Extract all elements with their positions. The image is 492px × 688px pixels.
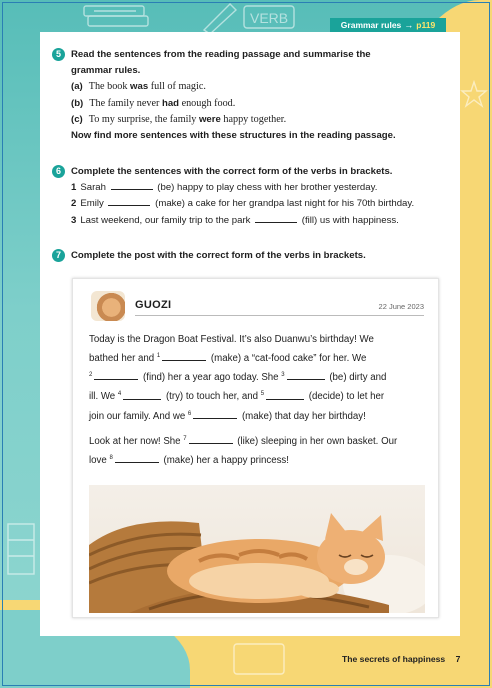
task-closing-instruction: Now find more sentences with these structures in the reading passage. [71, 130, 396, 142]
exercise-line: 3 Last weekend, our family trip to the park (fill) us with happiness. [71, 214, 399, 226]
post-divider [135, 315, 424, 316]
post-paragraph-1: Today is the Dragon Boat Festival. It’s also Duanwu’s birthday! We bathed her and $^1$ (make) a “cat-food cake” for her. We $^2$ (find) her a year ago today. She $^3$ (be) dirty and ill. We $^4$ (try) to touch her, and $^5$ (decide) to let her join our family. And we $^6$ (make) that day her birthday! [89, 334, 387, 422]
sleeping-cat-photo [89, 485, 425, 613]
task-6 [52, 164, 452, 229]
cat-in-basket-icon [89, 485, 425, 613]
task-instruction: Read the sentences from the reading passage and summarise the grammar rules. [71, 49, 371, 77]
answer-blank[interactable] [111, 181, 153, 190]
answer-blank[interactable] [193, 410, 237, 419]
avatar [91, 291, 125, 321]
task-7 [52, 248, 452, 264]
answer-blank[interactable] [287, 371, 325, 380]
example-sentence: (a) The book was full of magic. [71, 81, 206, 93]
post-date: 22 June 2023 [378, 302, 424, 311]
task-number-badge: 7 [52, 249, 65, 262]
answer-blank[interactable] [162, 352, 206, 361]
task-number-badge: 5 [52, 48, 65, 61]
post-paragraph-2: Look at her now! She $^7$ (like) sleeping in her own basket. Our love $^8$ (make) her a happy princess! [89, 436, 398, 467]
answer-blank[interactable] [123, 391, 161, 400]
page-number: 7 [455, 654, 461, 664]
task-5 [52, 47, 452, 144]
svg-text:VERB: VERB [250, 10, 289, 26]
footer-title: The secrets of happiness [342, 654, 446, 664]
example-sentence: (b) The family never had enough food. [71, 97, 236, 109]
task-instruction: Complete the post with the correct form of the verbs in brackets. [71, 250, 366, 261]
grammar-rules-tab[interactable] [330, 18, 446, 32]
exercise-line: 2 Emily (make) a cake for her grandpa last night for his 70th birthday. [71, 198, 415, 210]
tab-label: Grammar rules [340, 20, 402, 30]
answer-blank[interactable] [115, 454, 159, 463]
answer-blank[interactable] [108, 197, 150, 206]
post-author: GUOZI [135, 299, 172, 311]
social-post [72, 278, 439, 618]
answer-blank[interactable] [266, 391, 304, 400]
answer-blank[interactable] [255, 214, 297, 223]
page-footer [342, 654, 460, 664]
task-number-badge: 6 [52, 165, 65, 178]
exercise-line: 1 Sarah (be) happy to play chess with her brother yesterday. [71, 182, 378, 194]
tab-page-ref: p119 [416, 20, 436, 30]
answer-blank[interactable] [189, 435, 233, 444]
answer-blank[interactable] [94, 371, 138, 380]
arrow-right-icon: → [404, 20, 414, 30]
example-sentence: (c) To my surprise, the family were happy together. [71, 113, 287, 125]
task-instruction: Complete the sentences with the correct form of the verbs in brackets. [71, 166, 393, 177]
